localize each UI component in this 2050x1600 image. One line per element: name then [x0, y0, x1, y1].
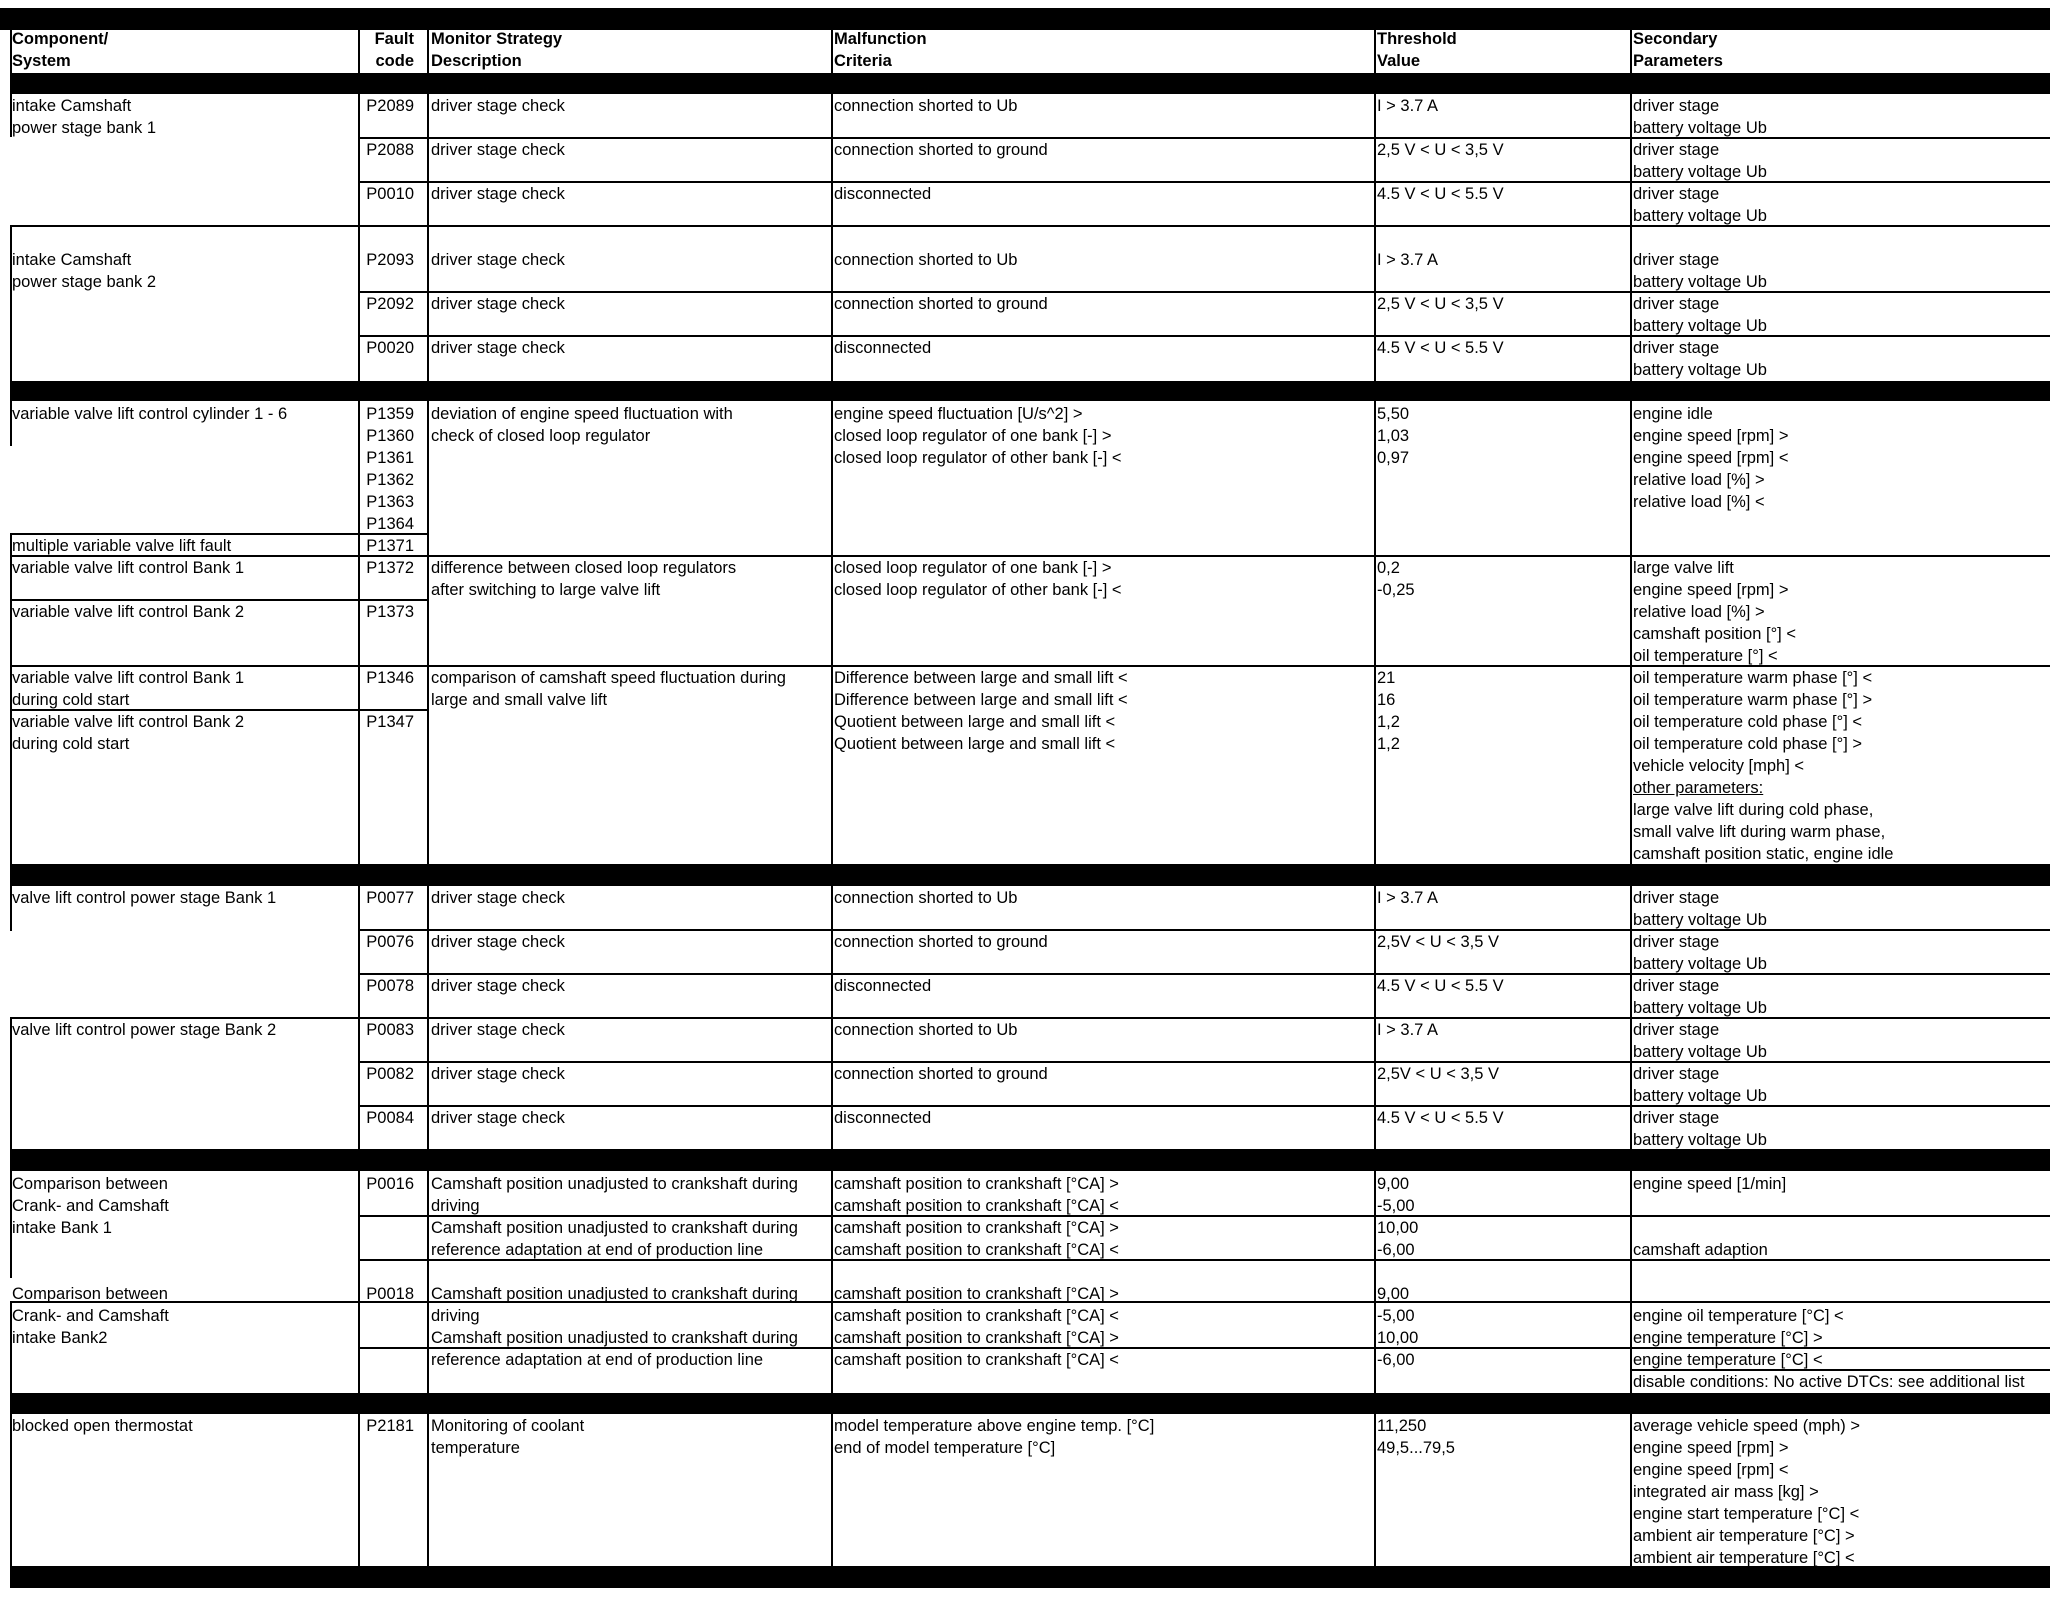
monitor-strategy-cell: driver stage check — [431, 1065, 565, 1083]
secondary-parameter-cell: camshaft position static, engine idle — [1633, 845, 1894, 863]
component-cell: multiple variable valve lift fault — [12, 537, 232, 555]
threshold-value-cell: I > 3.7 A — [1377, 889, 1439, 907]
malfunction-criteria-cell: connection shorted to Ub — [834, 1021, 1018, 1039]
secondary-parameter-cell: engine temperature [°C] < — [1633, 1351, 1823, 1369]
secondary-parameter-cell: oil temperature cold phase [°] > — [1633, 735, 1863, 753]
malfunction-criteria-cell: model temperature above engine temp. [°C] — [834, 1417, 1155, 1435]
row-border — [358, 929, 2050, 931]
fault-code-cell: P0078 — [366, 977, 414, 995]
monitor-strategy-cell: driver stage check — [431, 339, 565, 357]
fault-code-cell: P0082 — [366, 1065, 414, 1083]
monitor-strategy-cell: difference between closed loop regulators — [431, 559, 737, 577]
monitor-strategy-cell: driver stage check — [431, 251, 565, 269]
threshold-value-cell: 0,2 — [1377, 559, 1400, 577]
secondary-parameter-cell: average vehicle speed (mph) > — [1633, 1417, 1861, 1435]
threshold-value-cell: 4.5 V < U < 5.5 V — [1377, 185, 1504, 203]
malfunction-criteria-cell: camshaft position to crankshaft [°CA] < — [834, 1307, 1119, 1325]
malfunction-criteria-cell: connection shorted to ground — [834, 1065, 1048, 1083]
threshold-value-cell: 4.5 V < U < 5.5 V — [1377, 977, 1504, 995]
malfunction-criteria-cell: camshaft position to crankshaft [°CA] > — [834, 1175, 1119, 1193]
secondary-parameter-cell: driver stage — [1633, 339, 1720, 357]
threshold-value-cell: 1,2 — [1377, 713, 1400, 731]
separator-bar — [10, 1566, 2050, 1588]
monitor-strategy-cell: driving — [431, 1197, 480, 1215]
secondary-parameter-cell: engine speed [rpm] > — [1633, 427, 1789, 445]
secondary-parameter-cell: driver stage — [1633, 977, 1720, 995]
secondary-parameter-cell: engine speed [rpm] < — [1633, 449, 1789, 467]
secondary-parameter-cell: driver stage — [1633, 1065, 1720, 1083]
secondary-parameter-cell: driver stage — [1633, 889, 1720, 907]
component-cell: power stage bank 1 — [12, 119, 157, 137]
monitor-strategy-cell: driving — [431, 1307, 480, 1325]
monitor-strategy-cell: Camshaft position unadjusted to crankshaft during — [431, 1285, 798, 1303]
threshold-value-cell: 16 — [1377, 691, 1396, 709]
threshold-value-cell: -0,25 — [1377, 581, 1415, 599]
header-malfunction-criteria: Malfunction Criteria — [834, 30, 927, 70]
secondary-parameter-cell: ambient air temperature [°C] > — [1633, 1527, 1855, 1545]
fault-code-cell: P0020 — [366, 339, 414, 357]
secondary-parameter-cell: battery voltage Ub — [1633, 1131, 1767, 1149]
threshold-value-cell: 2,5V < U < 3,5 V — [1377, 933, 1499, 951]
threshold-value-cell: 1,2 — [1377, 735, 1400, 753]
secondary-parameter-cell: relative load [%] < — [1633, 493, 1765, 511]
secondary-parameter-cell: battery voltage Ub — [1633, 119, 1767, 137]
threshold-value-cell: 1,03 — [1377, 427, 1410, 445]
malfunction-criteria-cell: connection shorted to ground — [834, 141, 1048, 159]
fault-code-cell: P1364 — [366, 515, 414, 533]
threshold-value-cell: 10,00 — [1377, 1219, 1419, 1237]
component-cell: intake Camshaft — [12, 251, 132, 269]
column-border — [831, 30, 833, 1588]
fault-code-cell: P1346 — [366, 669, 414, 687]
separator-bar — [10, 73, 2050, 94]
secondary-parameter-cell: battery voltage Ub — [1633, 317, 1767, 335]
secondary-parameter-cell: engine speed [rpm] > — [1633, 1439, 1789, 1457]
separator-bar — [10, 381, 2050, 401]
secondary-parameter-cell: integrated air mass [kg] > — [1633, 1483, 1819, 1501]
monitor-strategy-cell: driver stage check — [431, 1109, 565, 1127]
fault-code-cell: P0077 — [366, 889, 414, 907]
fault-code-cell: P1360 — [366, 427, 414, 445]
row-border — [358, 973, 2050, 975]
threshold-value-cell: 0,97 — [1377, 449, 1410, 467]
row-border — [358, 181, 2050, 183]
fault-code-cell: P1363 — [366, 493, 414, 511]
fault-code-cell: P0016 — [366, 1175, 414, 1193]
secondary-parameter-cell: relative load [%] > — [1633, 471, 1765, 489]
secondary-parameter-cell: driver stage — [1633, 1109, 1720, 1127]
fault-code-cell: P0018 — [366, 1285, 414, 1303]
fault-code-cell: P2093 — [366, 251, 414, 269]
secondary-parameter-cell: camshaft position [°] < — [1633, 625, 1796, 643]
monitor-strategy-cell: after switching to large valve lift — [431, 581, 661, 599]
threshold-value-cell: I > 3.7 A — [1377, 251, 1439, 269]
fault-code-cell: P1361 — [366, 449, 414, 467]
secondary-parameter-cell: driver stage — [1633, 141, 1720, 159]
secondary-parameter-cell: driver stage — [1633, 97, 1720, 115]
secondary-parameter-cell: oil temperature cold phase [°] < — [1633, 713, 1863, 731]
secondary-parameter-cell: large valve lift — [1633, 559, 1734, 577]
threshold-value-cell: 4.5 V < U < 5.5 V — [1377, 339, 1504, 357]
secondary-parameter-cell: engine speed [rpm] < — [1633, 1461, 1789, 1479]
secondary-parameter-cell: oil temperature [°] < — [1633, 647, 1778, 665]
secondary-parameter-cell: battery voltage Ub — [1633, 163, 1767, 181]
fault-code-cell: P0010 — [366, 185, 414, 203]
secondary-parameter-cell: oil temperature warm phase [°] > — [1633, 691, 1873, 709]
header-threshold-value: Threshold Value — [1377, 30, 1457, 70]
secondary-parameter-cell: small valve lift during warm phase, — [1633, 823, 1886, 841]
separator-bar — [10, 864, 2050, 886]
secondary-parameter-cell: driver stage — [1633, 933, 1720, 951]
threshold-value-cell: 9,00 — [1377, 1285, 1410, 1303]
secondary-parameter-cell: battery voltage Ub — [1633, 361, 1767, 379]
malfunction-criteria-cell: connection shorted to ground — [834, 933, 1048, 951]
fault-code-cell: P1347 — [366, 713, 414, 731]
component-cell: intake Bank 1 — [12, 1219, 112, 1237]
monitor-strategy-cell: driver stage check — [431, 295, 565, 313]
component-cell: variable valve lift control Bank 2 — [12, 713, 245, 731]
secondary-parameter-cell: driver stage — [1633, 185, 1720, 203]
threshold-value-cell: -5,00 — [1377, 1197, 1415, 1215]
malfunction-criteria-cell: disconnected — [834, 1109, 932, 1127]
component-cell: variable valve lift control Bank 1 — [12, 669, 245, 687]
threshold-value-cell: I > 3.7 A — [1377, 97, 1439, 115]
component-cell: variable valve lift control Bank 2 — [12, 603, 245, 621]
malfunction-criteria-cell: closed loop regulator of one bank [-] > — [834, 559, 1112, 577]
monitor-strategy-cell: driver stage check — [431, 97, 565, 115]
component-cell: intake Bank2 — [12, 1329, 108, 1347]
fault-code-cell: P1371 — [366, 537, 414, 555]
secondary-parameter-cell: ambient air temperature [°C] < — [1633, 1549, 1855, 1567]
monitor-strategy-cell: driver stage check — [431, 977, 565, 995]
secondary-parameter-cell: battery voltage Ub — [1633, 911, 1767, 929]
malfunction-criteria-cell: camshaft position to crankshaft [°CA] < — [834, 1351, 1119, 1369]
secondary-parameter-cell: driver stage — [1633, 251, 1720, 269]
secondary-parameter-cell: battery voltage Ub — [1633, 207, 1767, 225]
malfunction-criteria-cell: disconnected — [834, 185, 932, 203]
fault-code-cell: P1362 — [366, 471, 414, 489]
component-cell: valve lift control power stage Bank 1 — [12, 889, 277, 907]
component-cell: during cold start — [12, 691, 130, 709]
threshold-value-cell: -5,00 — [1377, 1307, 1415, 1325]
separator-bar — [10, 1149, 2050, 1171]
row-border — [358, 1061, 2050, 1063]
monitor-strategy-cell: deviation of engine speed fluctuation with — [431, 405, 733, 423]
component-cell: Comparison between — [12, 1285, 168, 1303]
component-cell: intake Camshaft — [12, 97, 132, 115]
fault-code-cell: P0084 — [366, 1109, 414, 1127]
threshold-value-cell: 2,5 V < U < 3,5 V — [1377, 141, 1504, 159]
threshold-value-cell: 2,5 V < U < 3,5 V — [1377, 295, 1504, 313]
header-fault-code: Fault code — [374, 30, 414, 70]
malfunction-criteria-cell: closed loop regulator of other bank [-] < — [834, 581, 1122, 599]
monitor-strategy-cell: Monitoring of coolant — [431, 1417, 585, 1435]
malfunction-criteria-cell: closed loop regulator of one bank [-] > — [834, 427, 1112, 445]
secondary-parameter-cell: engine oil temperature [°C] < — [1633, 1307, 1844, 1325]
secondary-parameter-cell: battery voltage Ub — [1633, 1087, 1767, 1105]
monitor-strategy-cell: Camshaft position unadjusted to crankshaft during — [431, 1219, 798, 1237]
malfunction-criteria-cell: connection shorted to Ub — [834, 97, 1018, 115]
secondary-parameter-cell: driver stage — [1633, 295, 1720, 313]
malfunction-criteria-cell: disconnected — [834, 339, 932, 357]
monitor-strategy-cell: driver stage check — [431, 1021, 565, 1039]
component-cell: variable valve lift control cylinder 1 - 6 — [12, 405, 288, 423]
component-cell: variable valve lift control Bank 1 — [12, 559, 245, 577]
malfunction-criteria-cell: connection shorted to Ub — [834, 889, 1018, 907]
malfunction-criteria-cell: camshaft position to crankshaft [°CA] > — [834, 1219, 1119, 1237]
header-monitor-strategy: Monitor Strategy Description — [431, 30, 563, 70]
secondary-parameter-cell: oil temperature warm phase [°] < — [1633, 669, 1873, 687]
malfunction-criteria-cell: Quotient between large and small lift < — [834, 713, 1116, 731]
fault-code-cell: P0083 — [366, 1021, 414, 1039]
malfunction-criteria-cell: connection shorted to ground — [834, 295, 1048, 313]
secondary-parameter-cell: battery voltage Ub — [1633, 1043, 1767, 1061]
threshold-value-cell: 21 — [1377, 669, 1396, 687]
threshold-value-cell: 10,00 — [1377, 1329, 1419, 1347]
threshold-value-cell: 11,250 — [1377, 1417, 1427, 1435]
separator-bar — [0, 8, 2050, 30]
secondary-parameter-cell: engine temperature [°C] > — [1633, 1329, 1823, 1347]
fault-code-cell: P1372 — [366, 559, 414, 577]
malfunction-criteria-cell: Difference between large and small lift < — [834, 669, 1128, 687]
column-border — [427, 30, 429, 1588]
component-cell: Comparison between — [12, 1175, 168, 1193]
header-secondary-parameters: Secondary Parameters — [1633, 30, 1723, 70]
malfunction-criteria-cell: Difference between large and small lift < — [834, 691, 1128, 709]
monitor-strategy-cell: Camshaft position unadjusted to crankshaft during — [431, 1175, 798, 1193]
secondary-parameter-cell: battery voltage Ub — [1633, 955, 1767, 973]
component-cell: Crank- and Camshaft — [12, 1307, 169, 1325]
threshold-value-cell: 5,50 — [1377, 405, 1410, 423]
secondary-parameter-cell: engine start temperature [°C] < — [1633, 1505, 1860, 1523]
fault-code-cell: P2181 — [366, 1417, 414, 1435]
secondary-parameter-cell: driver stage — [1633, 1021, 1720, 1039]
component-cell: valve lift control power stage Bank 2 — [12, 1021, 277, 1039]
secondary-parameter-cell: other parameters: — [1633, 779, 1764, 797]
monitor-strategy-cell: check of closed loop regulator — [431, 427, 651, 445]
secondary-parameter-cell: engine idle — [1633, 405, 1713, 423]
monitor-strategy-cell: temperature — [431, 1439, 520, 1457]
secondary-parameter-cell: battery voltage Ub — [1633, 999, 1767, 1017]
monitor-strategy-cell: driver stage check — [431, 141, 565, 159]
malfunction-criteria-cell: camshaft position to crankshaft [°CA] < — [834, 1197, 1119, 1215]
header-component: Component/ System — [12, 30, 109, 70]
separator-bar — [10, 1393, 2050, 1414]
row-border — [358, 335, 2050, 337]
fault-code-cell: P1359 — [366, 405, 414, 423]
fault-code-cell: P0076 — [366, 933, 414, 951]
secondary-parameter-cell: relative load [%] > — [1633, 603, 1765, 621]
threshold-value-cell: 2,5V < U < 3,5 V — [1377, 1065, 1499, 1083]
fault-code-cell: P1373 — [366, 603, 414, 621]
column-border — [1630, 30, 1632, 1588]
threshold-value-cell: 49,5...79,5 — [1377, 1439, 1455, 1457]
component-cell: during cold start — [12, 735, 130, 753]
secondary-parameter-cell: vehicle velocity [mph] < — [1633, 757, 1805, 775]
monitor-strategy-cell: reference adaptation at end of production line — [431, 1241, 764, 1259]
malfunction-criteria-cell: closed loop regulator of other bank [-] < — [834, 449, 1122, 467]
secondary-parameter-cell: engine speed [1/min] — [1633, 1175, 1787, 1193]
row-border — [358, 291, 2050, 293]
component-cell: blocked open thermostat — [12, 1417, 193, 1435]
malfunction-criteria-cell: engine speed fluctuation [U/s^2] > — [834, 405, 1083, 423]
malfunction-criteria-cell: camshaft position to crankshaft [°CA] > — [834, 1285, 1119, 1303]
malfunction-criteria-cell: disconnected — [834, 977, 932, 995]
threshold-value-cell: 9,00 — [1377, 1175, 1410, 1193]
fault-code-cell: P2089 — [366, 97, 414, 115]
component-cell: power stage bank 2 — [12, 273, 157, 291]
monitor-strategy-cell: comparison of camshaft speed fluctuation during — [431, 669, 786, 687]
threshold-value-cell: -6,00 — [1377, 1241, 1415, 1259]
malfunction-criteria-cell: Quotient between large and small lift < — [834, 735, 1116, 753]
secondary-parameter-cell: camshaft adaption — [1633, 1241, 1768, 1259]
malfunction-criteria-cell: end of model temperature [°C] — [834, 1439, 1056, 1457]
malfunction-criteria-cell: camshaft position to crankshaft [°CA] < — [834, 1241, 1119, 1259]
fault-code-cell: P2092 — [366, 295, 414, 313]
malfunction-criteria-cell: connection shorted to Ub — [834, 251, 1018, 269]
monitor-strategy-cell: driver stage check — [431, 889, 565, 907]
monitor-strategy-cell: driver stage check — [431, 185, 565, 203]
row-border — [358, 1105, 2050, 1107]
threshold-value-cell: 4.5 V < U < 5.5 V — [1377, 1109, 1504, 1127]
malfunction-criteria-cell: camshaft position to crankshaft [°CA] > — [834, 1329, 1119, 1347]
secondary-parameter-cell: large valve lift during cold phase, — [1633, 801, 1874, 819]
column-border — [1374, 30, 1376, 1588]
secondary-parameter-cell: engine speed [rpm] > — [1633, 581, 1789, 599]
monitor-strategy-cell: Camshaft position unadjusted to crankshaft during — [431, 1329, 798, 1347]
monitor-strategy-cell: driver stage check — [431, 933, 565, 951]
threshold-value-cell: I > 3.7 A — [1377, 1021, 1439, 1039]
monitor-strategy-cell: large and small valve lift — [431, 691, 608, 709]
secondary-parameter-cell: disable conditions: No active DTCs: see additional list — [1633, 1373, 2025, 1391]
fault-code-cell: P2088 — [366, 141, 414, 159]
row-border — [358, 137, 2050, 139]
component-cell: Crank- and Camshaft — [12, 1197, 169, 1215]
monitor-strategy-cell: reference adaptation at end of production line — [431, 1351, 764, 1369]
threshold-value-cell: -6,00 — [1377, 1351, 1415, 1369]
secondary-parameter-cell: battery voltage Ub — [1633, 273, 1767, 291]
